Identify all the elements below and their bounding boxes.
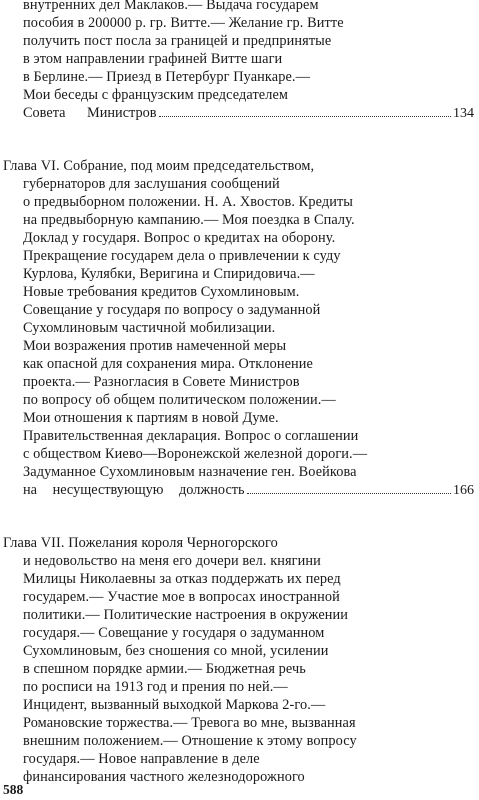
toc-line: по росписи на 1913 год и прения по ней.—	[23, 679, 288, 695]
toc-line: внешним положением.— Отношение к этому вопросу	[23, 733, 357, 749]
toc-line: Мои беседы с французским председателем	[23, 87, 289, 103]
toc-line: на несуществующую должность	[23, 482, 245, 498]
dot-leader	[247, 492, 451, 494]
toc-line: Мои отношения к партиям в новой Думе.	[23, 410, 279, 426]
toc-line: Сухомлиновым, без сношения со мной, усилении	[23, 643, 329, 659]
toc-line: губернаторов для заслушания сообщений	[23, 176, 280, 192]
chapter-heading: Глава VI. Собрание, под моим председательством,	[3, 158, 315, 174]
toc-page-number: 134	[453, 106, 474, 121]
toc-line: и недовольство на меня его дочери вел. княгини	[23, 553, 321, 569]
toc-line: проекта.— Разногласия в Совете Министров	[23, 374, 300, 390]
toc-line: Инцидент, вызванный выходкой Маркова 2-го.—	[23, 697, 326, 713]
toc-entry-final-line	[23, 481, 474, 500]
toc-line: Милицы Николаевны за отказ поддержать их перед	[23, 571, 341, 587]
dot-leader	[159, 115, 451, 117]
toc-line: Романовские торжества.— Тревога во мне, вызванная	[23, 715, 356, 731]
toc-line: Правительственная декларация. Вопрос о соглашении	[23, 428, 359, 444]
toc-line: в этом направлении графиней Витте шаги	[23, 51, 283, 67]
toc-line: в Берлине.— Приезд в Петербург Пуанкаре.—	[23, 69, 310, 85]
toc-line: государя.— Совещание у государя о задуманном	[23, 625, 325, 641]
toc-line: Сухомлиновым частичной мобилизации.	[23, 320, 276, 336]
toc-line: Совета Министров	[23, 105, 157, 121]
toc-line: Курлова, Кулябки, Веригина и Спиридовича.—	[23, 266, 315, 282]
toc-line: финансирования частного железнодорожного	[23, 769, 305, 785]
toc-line: Прекращение государем дела о привлечении к суду	[23, 248, 341, 264]
toc-line: о предвыборном положении. Н. А. Хвостов. Кредиты	[23, 194, 354, 210]
toc-line: в спешном порядке армии.— Бюджетная речь	[23, 661, 306, 677]
toc-line: внутренних дел Маклаков.— Выдача государем	[23, 0, 319, 13]
toc-line: с обществом Киево—Воронежской железной дороги.—	[23, 446, 368, 462]
toc-line: на предвыборную кампанию.— Моя поездка в Спалу.	[23, 212, 355, 228]
toc-entry-final-line	[23, 104, 474, 123]
toc-line: как опасной для сохранения мира. Отклонение	[23, 356, 313, 372]
toc-line: Доклад у государя. Вопрос о кредитах на оборону.	[23, 230, 336, 246]
toc-line: по вопросу об общем политическом положении.—	[23, 392, 336, 408]
toc-line: получить пост посла за границей и предпринятые	[23, 33, 332, 49]
toc-line: политики.— Политические настроения в окружении	[23, 607, 349, 623]
toc-line: пособия в 200000 р. гр. Витте.— Желание гр. Витте	[23, 15, 344, 31]
toc-line: государя.— Новое направление в деле	[23, 751, 260, 767]
page-number: 588	[3, 782, 24, 797]
chapter-heading: Глава VII. Пожелания короля Черногорского	[3, 535, 278, 551]
toc-line: Совещание у государя по вопросу о задуманной	[23, 302, 321, 318]
toc-line: государем.— Участие мое в вопросах иностранной	[23, 589, 340, 605]
toc-line: Новые требования кредитов Сухомлиновым.	[23, 284, 300, 300]
toc-line: Задуманное Сухомлиновым назначение ген. Воейкова	[23, 464, 357, 480]
toc-line: Мои возражения против намеченной меры	[23, 338, 287, 354]
toc-page-number: 166	[453, 483, 474, 498]
